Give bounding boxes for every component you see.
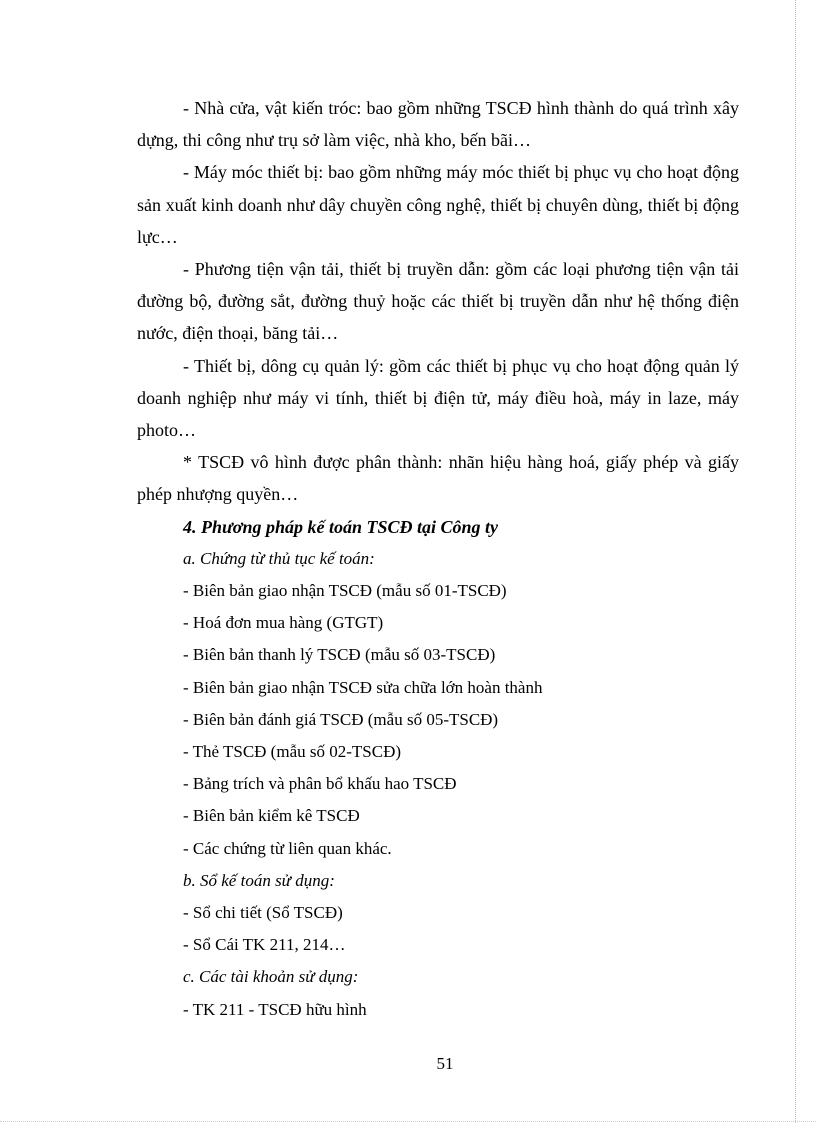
- paragraph-machinery: - Máy móc thiết bị: bao gồm những máy móc thiết bị phục vụ cho hoạt động sản xuất kinh doanh như dây chuyền công nghệ, thiết bị chuyên dùng, thiết bị động lực…: [137, 162, 739, 247]
- subsection-b-title: b. Sổ kế toán sử dụng:: [183, 870, 335, 890]
- subsection-a-title: a. Chứng từ thủ tục kế toán:: [183, 548, 375, 568]
- document-body: [137, 92, 739, 1026]
- list-item: - Các chứng từ liên quan khác.: [183, 838, 392, 858]
- page-number: 51: [436, 1054, 454, 1073]
- list-item: - Thẻ TSCĐ (mẫu số 02-TSCĐ): [183, 742, 402, 762]
- paragraph-management-tools: - Thiết bị, dông cụ quản lý: gồm các thiết bị phục vụ cho hoạt động quản lý doanh nghiệp như máy vi tính, thiết bị điện tử, máy điều hoà, máy in laze, máy photo…: [137, 355, 739, 441]
- list-item: - Biên bản giao nhận TSCĐ (mẫu số 01-TSCĐ): [183, 581, 507, 601]
- list-item: - Biên bản giao nhận TSCĐ sửa chữa lớn hoàn thành: [183, 677, 543, 697]
- list-item: - Biên bản đánh giá TSCĐ (mẫu số 05-TSCĐ): [183, 709, 499, 729]
- paragraph-transport: - Phương tiện vận tải, thiết bị truyền dẫn: gồm các loại phương tiện vận tải đường bộ, đường sắt, đường thuỷ hoặc các thiết bị truyền dẫn như hệ thống điện nước, điện thoại, băng tải…: [137, 259, 739, 344]
- list-item: - Bảng trích và phân bổ khấu hao TSCĐ: [183, 774, 457, 794]
- paragraph-intangible-assets: * TSCĐ vô hình được phân thành: nhãn hiệu hàng hoá, giấy phép và giấy phép nhượng quyền…: [137, 452, 739, 505]
- section-heading: 4. Phương pháp kế toán TSCĐ tại Công ty: [183, 516, 498, 537]
- list-item: - Hoá đơn mua hàng (GTGT): [183, 613, 384, 633]
- list-item: - Sổ chi tiết (Sổ TSCĐ): [183, 903, 343, 923]
- list-item: - TK 211 - TSCĐ hữu hình: [183, 999, 367, 1019]
- list-item: - Biên bản kiểm kê TSCĐ: [183, 806, 360, 826]
- page-border-bottom: [0, 1121, 816, 1122]
- page-border-right: [795, 0, 796, 1123]
- subsection-c-title: c. Các tài khoản sử dụng:: [183, 967, 359, 987]
- list-item: - Biên bản thanh lý TSCĐ (mẫu số 03-TSCĐ): [183, 645, 496, 665]
- paragraph-buildings: - Nhà cửa, vật kiến tróc: bao gồm những TSCĐ hình thành do quá trình xây dựng, thi công như trụ sở làm việc, nhà kho, bến bãi…: [137, 98, 739, 151]
- list-item: - Sổ Cái TK 211, 214…: [183, 935, 346, 955]
